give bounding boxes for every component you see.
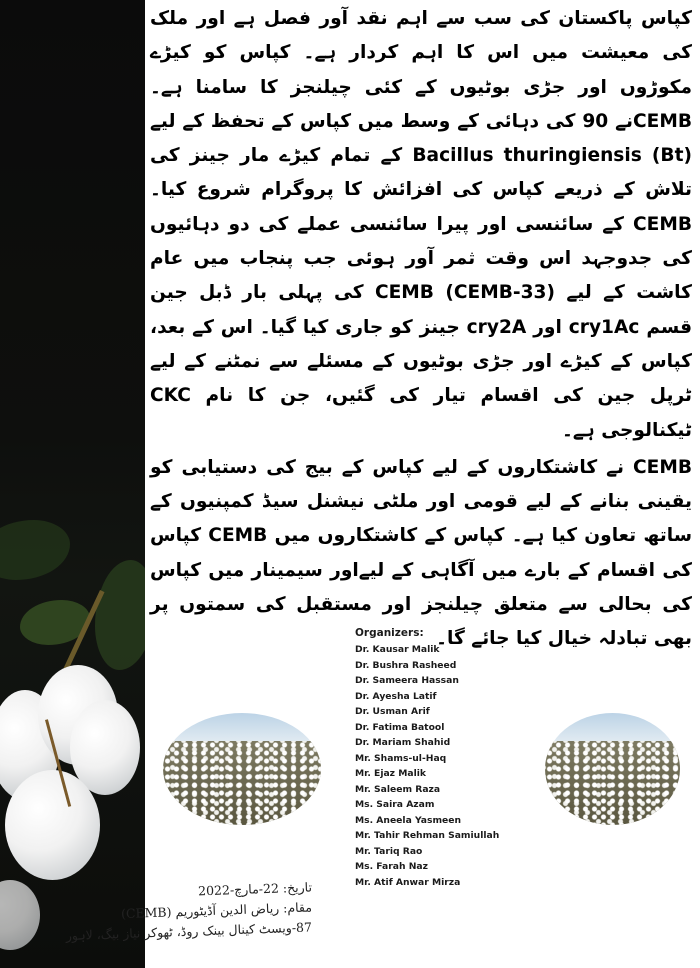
organizer-name: Dr. Bushra Rasheed	[355, 659, 457, 671]
organizer-name: Ms. Aneela Yasmeen	[355, 814, 462, 826]
organizers-title: Organizers:	[355, 627, 424, 639]
organizer-name: Dr. Kausar Malik	[355, 644, 440, 655]
organizer-name: Ms. Saira Azam	[355, 799, 435, 810]
organizer-name: Mr. Atif Anwar Mirza	[355, 876, 461, 888]
cotton-field-photo-right	[545, 713, 680, 825]
organizer-name: Mr. Tahir Rehman Samiullah	[355, 830, 500, 841]
organizer-name: Dr. Ayesha Latif	[355, 690, 437, 702]
organizer-name: Dr. Sameera Hassan	[355, 675, 459, 686]
organizer-name: Dr. Usman Arif	[355, 706, 430, 717]
cotton-plant-photo	[0, 0, 145, 968]
event-venue: مقام: ریاض الدین آڈیٹوریم (CEMB)	[120, 899, 313, 922]
paragraph-2: CEMB نے کاشتکاروں کے لیے کپاس کے بیج کی دستیابی کو یقینی بنانے کے لیے قومی اور ملٹی نیشنل سیڈ کمپنیوں کے ساتھ تعاون کیا ہے۔ کپاس کے کاشتکاروں میں CEMB کپاس کی اقسام کے بارے میں آگاہی کے لیےاور سیمینار میں کپاس کی بحالی سے متعلق چیلنجز اور مستقبل کی سمتوں پر بھی تبادلہ خیال کیا جائے گا۔	[150, 456, 692, 650]
organizer-name: Mr. Shams-ul-Haq	[355, 752, 447, 764]
urdu-body	[150, 2, 692, 657]
organizer-name: Ms. Farah Naz	[355, 861, 428, 872]
organizer-name: Dr. Fatima Batool	[355, 721, 445, 733]
organizer-name: Mr. Saleem Raza	[355, 783, 441, 795]
event-details	[52, 879, 313, 944]
organizer-name: Mr. Ejaz Malik	[355, 768, 426, 779]
organizer-name: Dr. Mariam Shahid	[355, 737, 451, 748]
organizer-name: Mr. Tariq Rao	[355, 845, 423, 857]
organizers-list	[355, 626, 555, 890]
cotton-field-photo-left	[163, 713, 321, 825]
event-date: تاریخ: 22-مارچ-2022	[197, 879, 313, 899]
event-address: 87-ویسٹ کینال بینک روڈ، ٹھوکر نیاز بیگ، لاہور	[65, 919, 313, 944]
paragraph-1: کپاس پاکستان کی سب سے اہم نقد آور فصل ہے اور ملک کی معیشت میں اس کا اہم کردار ہے۔ کپاس کو کیڑے مکوڑوں اور جڑی بوٹیوں کے کئی چیلنجز کا سامنا ہے۔CEMBنے 90 کی دہائی کے وسط میں کپاس کے تحفظ کے لیے Bacillus thuringiensis (Bt) کے تمام کیڑے مار جینز کی تلاش کے ذریعے کپاس کی افزائش کا پروگرام شروع کیا۔ CEMB کے سائنسی اور پیرا سائنسی عملے کی دو دہائیوں کی جدوجہد اس وقت ثمر آور ہوئی جب پنجاب میں عام کاشت کے لیے (CEMB-33) CEMB کی پہلی بار ڈبل جین قسم cry1Ac اور cry2A جینز کو جاری کیا گیا۔ اس کے بعد، کپاس کے کیڑے اور جڑی بوٹیوں کے مسئلے سے نمٹنے کے لیے ٹرپل جین کی اقسام تیار کی گئیں، جن کا نام CKC ٹیکنالوجی ہے۔	[150, 8, 693, 441]
